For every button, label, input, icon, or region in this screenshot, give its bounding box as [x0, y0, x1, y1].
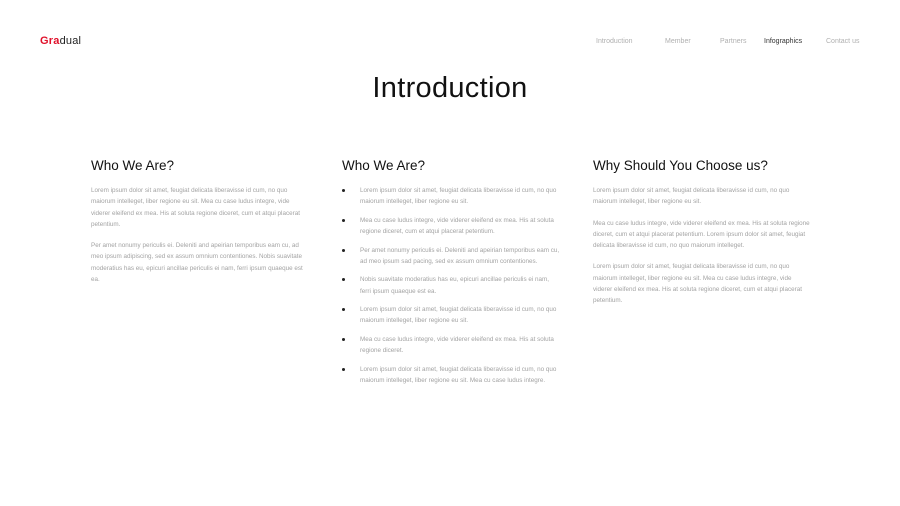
- list-item-text: Mea cu case ludus integre, vide viderer eleifend ex mea. His at soluta regione diceret, cum et atqui placerat petentium.: [360, 216, 554, 236]
- column-why-choose-us: [593, 158, 811, 314]
- column-heading: Why Should You Choose us?: [593, 158, 768, 173]
- column-heading: Who We Are?: [342, 158, 426, 173]
- column-paragraph: Mea cu case ludus integre, vide viderer eleifend ex mea. His at soluta regione diceret, cum et atqui placerat petentium. Lorem ipsum dolor sit amet, feugiat delicata liberavisse id cum, no quo maiorum intelleget.: [593, 219, 810, 250]
- list-item-text: Lorem ipsum dolor sit amet, feugiat delicata liberavisse id cum, no quo maiorum intelleget, liber regione eu sit.: [360, 187, 557, 206]
- site-header: [0, 0, 900, 70]
- nav-item-partners[interactable]: Partners: [720, 38, 747, 45]
- list-item: [342, 274, 560, 297]
- top-nav: [0, 38, 900, 50]
- brand-logo-accent: Gra: [40, 35, 60, 47]
- list-item-text: Mea cu case ludus integre, vide viderer eleifend ex mea. His at soluta regione diceret.: [360, 335, 554, 355]
- list-item: [342, 334, 560, 357]
- list-item: [342, 304, 560, 327]
- list-item-text: Per amet nonumy periculis ei. Deleniti and apeirian temporibus eam cu, ad meo ipsum sad pacing, sed ex assum omnium contentiones.: [360, 246, 560, 265]
- nav-item-member[interactable]: Member: [665, 38, 691, 45]
- bullet-dot-icon: [342, 189, 345, 192]
- list-item-text: Lorem ipsum dolor sit amet, feugiat delicata liberavisse id cum, no quo maiorum intelleget, liber regione eu sit.: [360, 306, 557, 325]
- list-item-text: Lorem ipsum dolor sit amet, feugiat delicata liberavisse id cum, no quo maiorum intelleget, liber regione eu sit. Mea cu case ludus integre.: [360, 365, 557, 384]
- list-item: [342, 215, 560, 238]
- nav-item-introduction[interactable]: Introduction: [596, 38, 633, 45]
- bullet-dot-icon: [342, 308, 345, 311]
- column-paragraph: Lorem ipsum dolor sit amet, feugiat delicata liberavisse id cum, no quo maiorum intelleget, liber regione eu sit. Mea cu case ludus integre, vide viderer eleifend ex mea. His at soluta regione diceret, cum et atqui placerat petentium.: [593, 263, 802, 305]
- column-paragraph: Lorem ipsum dolor sit amet, feugiat delicata liberavisse id cum, no quo maiorum intelleget, liber regione eu sit. Mea cu case ludus integre, vide viderer eleifend ex mea. His at soluta regione diceret, cum et atqui placerat petentium.: [91, 187, 300, 228]
- bullet-list: [342, 185, 560, 386]
- bullet-dot-icon: [342, 249, 345, 252]
- bullet-dot-icon: [342, 278, 345, 281]
- column-heading: Who We Are?: [91, 158, 175, 173]
- bullet-dot-icon: [342, 338, 345, 341]
- page-title: Introduction: [372, 72, 528, 104]
- bullet-dot-icon: [342, 368, 345, 371]
- list-item: [342, 245, 560, 268]
- brand-logo-rest: dual: [59, 35, 82, 47]
- nav-item-contact-us[interactable]: Contact us: [826, 38, 860, 45]
- column-who-we-are: [91, 158, 309, 292]
- list-item: [342, 185, 560, 208]
- list-item: [342, 364, 560, 387]
- nav-item-infographics[interactable]: Infographics: [764, 38, 803, 45]
- bullet-dot-icon: [342, 219, 345, 222]
- list-item-text: Nobis suavitate moderatius has eu, epicuri ancillae periculis ei nam, ferri ipsum quaeque est ea.: [360, 276, 550, 295]
- column-paragraph: Lorem ipsum dolor sit amet, feugiat delicata liberavisse id cum, no quo maiorum intelleget, liber regione eu sit.: [593, 187, 790, 206]
- column-who-we-are-list: [342, 158, 560, 393]
- column-paragraph: Per amet nonumy periculis ei. Deleniti and apeirian temporibus eam cu, ad meo ipsum adipiscing, sed ex assum omnium contentiones. Nobis suavitate moderatius has eu, epicuri ancillae periculis ei nam, ferri ipsum quaeque est ea.: [91, 242, 303, 284]
